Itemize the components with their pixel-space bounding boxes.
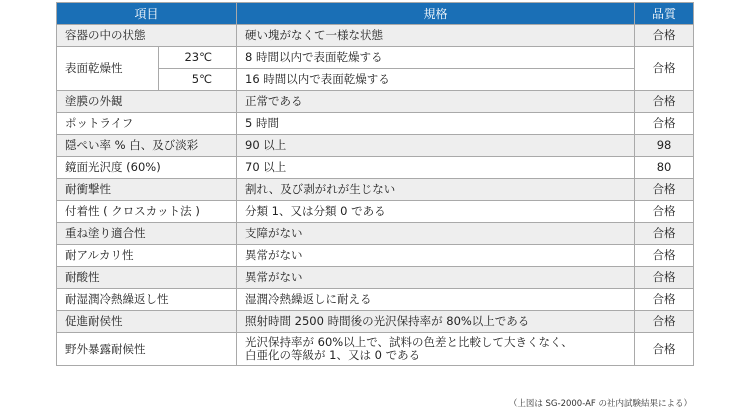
spec-cell: 光沢保持率が 60%以上で、試料の色差と比較して大きくなく、 白亜化の等級が 1、又は 0 である <box>237 333 635 366</box>
spec-cell: 割れ、及び剥がれが生じない <box>237 179 635 201</box>
quality-cell: 合格 <box>635 223 694 245</box>
quality-cell: 合格 <box>635 289 694 311</box>
footnote: （上図は SG-2000-AF の社内試験結果による） <box>508 399 692 409</box>
item-cell: 付着性 ( クロスカット法 ) <box>57 201 237 223</box>
item-cell: 野外暴露耐候性 <box>57 333 237 366</box>
quality-cell: 98 <box>635 135 694 157</box>
quality-cell: 80 <box>635 157 694 179</box>
spec-cell: 70 以上 <box>237 157 635 179</box>
quality-cell: 合格 <box>635 333 694 366</box>
table-row <box>57 311 694 333</box>
spec-cell: 90 以上 <box>237 135 635 157</box>
item-cell: 表面乾燥性 <box>57 47 159 91</box>
item-cell: 容器の中の状態 <box>57 25 237 47</box>
table-row <box>57 157 694 179</box>
table-row <box>57 113 694 135</box>
table-row <box>57 179 694 201</box>
quality-cell: 合格 <box>635 179 694 201</box>
table-row <box>57 201 694 223</box>
table-row <box>57 91 694 113</box>
item-cell: ポットライフ <box>57 113 237 135</box>
table-row <box>57 289 694 311</box>
spec-cell: 異常がない <box>237 267 635 289</box>
item-cell: 鏡面光沢度 (60%) <box>57 157 237 179</box>
quality-cell: 合格 <box>635 91 694 113</box>
spec-cell: 支障がない <box>237 223 635 245</box>
quality-cell: 合格 <box>635 201 694 223</box>
spec-cell: 異常がない <box>237 245 635 267</box>
table-row <box>57 245 694 267</box>
condition-cell: 23℃ <box>159 47 237 69</box>
table-row <box>57 267 694 289</box>
item-cell: 耐酸性 <box>57 267 237 289</box>
spec-cell: 照射時間 2500 時間後の光沢保持率が 80%以上である <box>237 311 635 333</box>
item-cell: 耐衝撃性 <box>57 179 237 201</box>
spec-cell: 分類 1、又は分類 0 である <box>237 201 635 223</box>
table-header-row <box>57 3 694 25</box>
table-row <box>57 223 694 245</box>
header-quality: 品質 <box>635 3 694 25</box>
header-spec: 規格 <box>237 3 635 25</box>
spec-cell: 正常である <box>237 91 635 113</box>
item-cell: 耐アルカリ性 <box>57 245 237 267</box>
item-cell: 隠ぺい率 % 白、及び淡彩 <box>57 135 237 157</box>
item-cell: 重ね塗り適合性 <box>57 223 237 245</box>
spec-cell: 5 時間 <box>237 113 635 135</box>
condition-cell: 5℃ <box>159 69 237 91</box>
quality-cell: 合格 <box>635 311 694 333</box>
spec-cell: 8 時間以内で表面乾燥する <box>237 47 635 69</box>
quality-cell: 合格 <box>635 113 694 135</box>
spec-cell: 硬い塊がなくて一様な状態 <box>237 25 635 47</box>
item-cell: 耐湿潤冷熱繰返し性 <box>57 289 237 311</box>
table-row <box>57 333 694 366</box>
spec-cell: 湿潤冷熱繰返しに耐える <box>237 289 635 311</box>
table-row <box>57 135 694 157</box>
quality-cell: 合格 <box>635 25 694 47</box>
quality-cell: 合格 <box>635 47 694 91</box>
table-row <box>57 25 694 47</box>
quality-cell: 合格 <box>635 245 694 267</box>
item-cell: 塗膜の外観 <box>57 91 237 113</box>
spec-table <box>56 2 694 366</box>
header-item: 項目 <box>57 3 237 25</box>
table-row <box>57 47 694 69</box>
spec-cell: 16 時間以内で表面乾燥する <box>237 69 635 91</box>
quality-cell: 合格 <box>635 267 694 289</box>
item-cell: 促進耐侯性 <box>57 311 237 333</box>
